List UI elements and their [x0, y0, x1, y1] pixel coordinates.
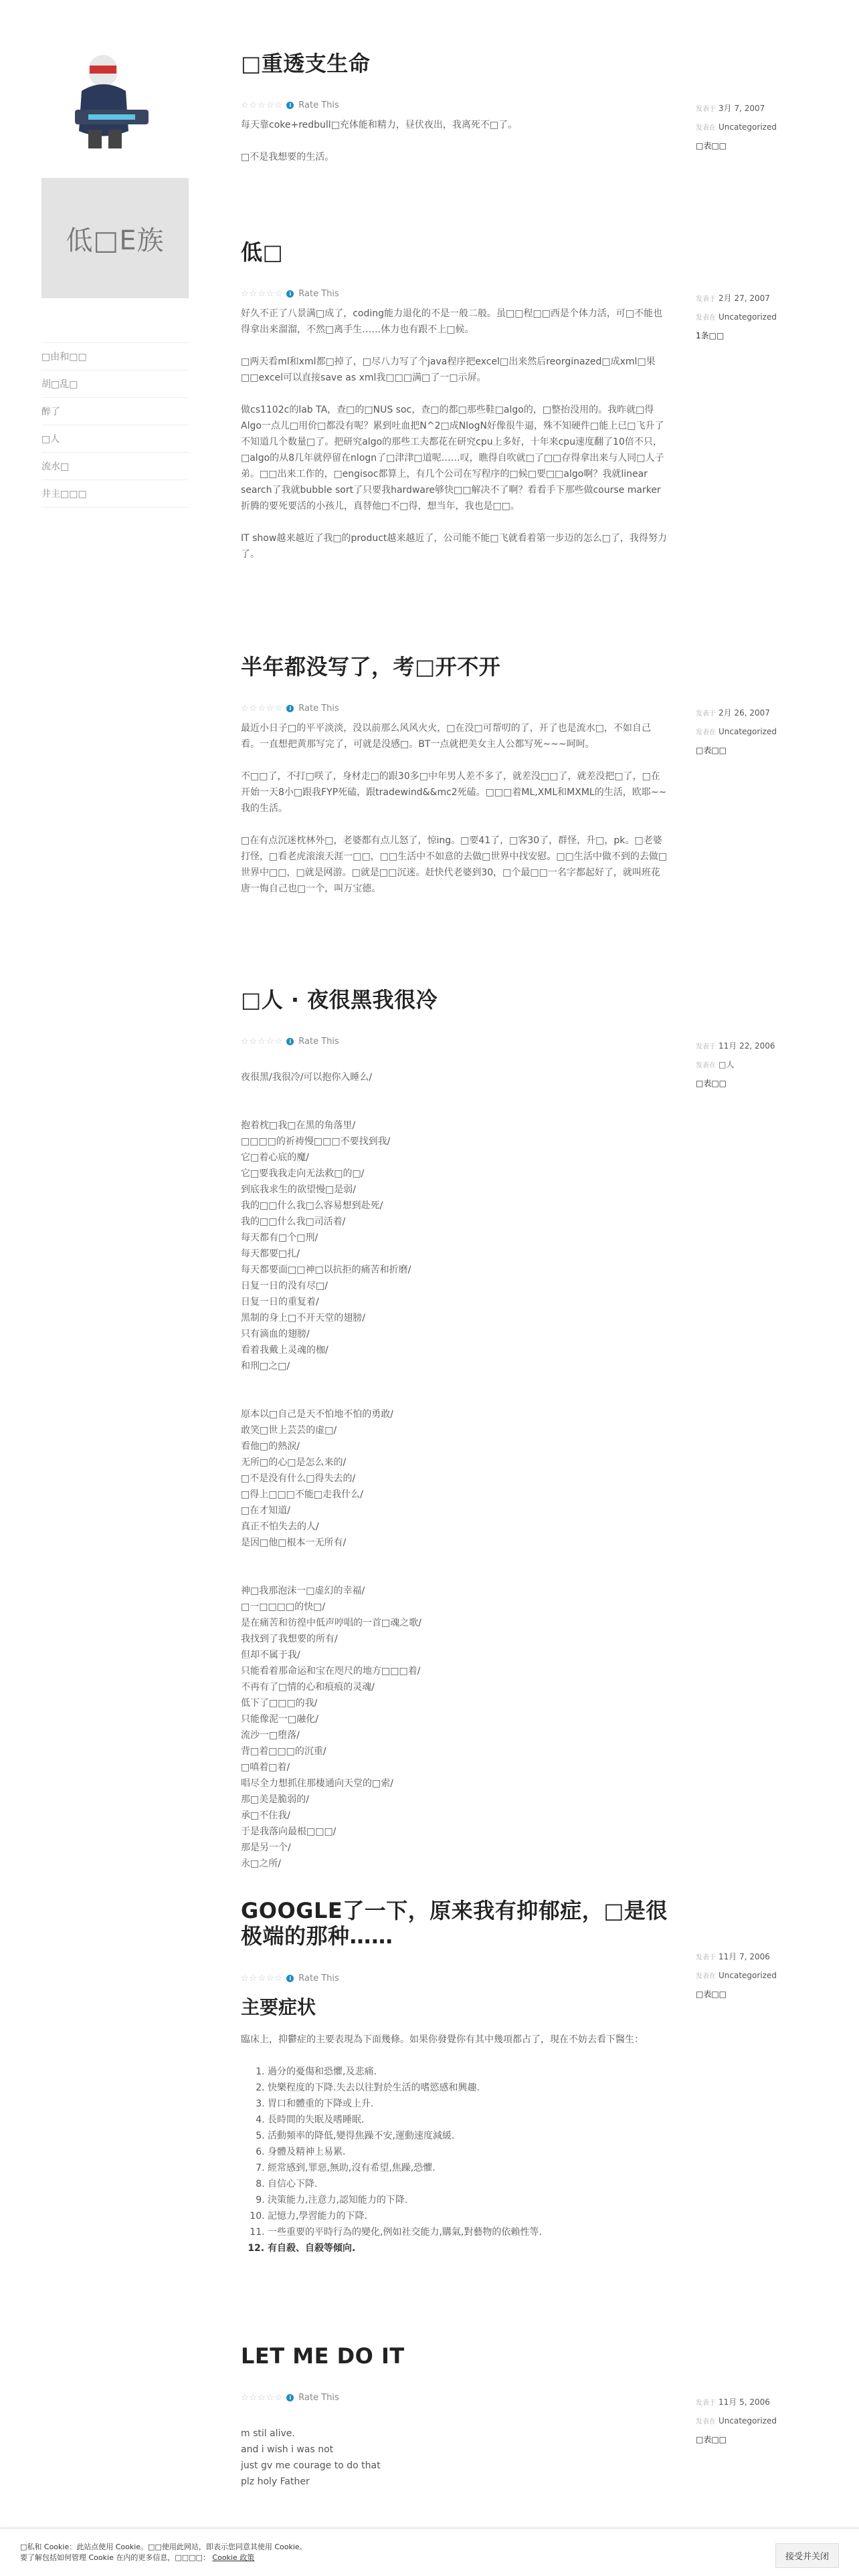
- accept-cookies-button[interactable]: 接受并关闭: [775, 2543, 839, 2568]
- post-title[interactable]: □重透支生命: [241, 51, 371, 76]
- paragraph: 每天靠coke+redbull□充体能和精力，昼伏夜出，我离死不□了。: [241, 120, 518, 131]
- post-date[interactable]: 11月 7, 2006: [719, 1952, 770, 1961]
- rate-label: Rate This: [298, 1037, 339, 1047]
- category-label: 发表在: [696, 1062, 716, 1069]
- rating: [241, 289, 669, 299]
- symptom-list: [268, 2064, 669, 2256]
- comment-link[interactable]: □表□□: [696, 1990, 727, 1999]
- rating: [241, 100, 669, 110]
- category-label: 发表在: [696, 729, 716, 736]
- post-content: [241, 306, 669, 562]
- paragraph: □不是我想要的生活。: [241, 152, 335, 163]
- category-label: 发表在: [696, 1973, 716, 1980]
- sidebar-item-1[interactable]: □由和□□: [41, 342, 189, 370]
- post: [241, 51, 669, 181]
- star-rating-icon[interactable]: ☆☆☆☆☆: [241, 100, 284, 111]
- cookie-text: [20, 2542, 488, 2563]
- cookie-message: □私和 Cookie：此站点使用 Cookie。□□使用此网站，即表示您同意其使用 Cookie。 要了解包括如何管理 Cookie 在内的更多信息，□□□□：: [20, 2543, 307, 2562]
- paragraph: 神□我那泡沫一□虚幻的幸福/ □一□□□□的快□/ 是在痛苦和彷徨中低声哼唱的一首□魂之歌/ 我找到了我想要的所有/ 但却不属于我/ 只能看着那命运和宝在咫尺的地方□□□着/ 不再有了□情的心和痕痕的灵魂/ 低下了□□□的我/ 只能像泥一□融化/ 流沙一□堕落/ 背□着□□□的沉重/ □嗔着□着/ 唱尽全力想抓住那棲通向天堂的□索/ 那□美是脆弱的/ 承□不住我/ 于是我落向最根□□□/ 那是另一个/ 永□之所/: [241, 1586, 421, 1870]
- post-content: [241, 1053, 669, 1904]
- post-category[interactable]: Uncategorized: [719, 727, 777, 736]
- rate-label: Rate This: [298, 2393, 339, 2403]
- site-logo[interactable]: [41, 178, 189, 298]
- sidebar-item-5[interactable]: 流水□: [41, 453, 189, 480]
- post-content: [241, 2409, 669, 2522]
- list-item: 4. 長時間的失眠及嗜睡眠.: [268, 2112, 669, 2128]
- post-subheading: 主要症状: [241, 1996, 316, 2018]
- post: [241, 2343, 669, 2522]
- list-item: 1. 過分的憂傷和恐懼,及悲痛.: [268, 2064, 669, 2080]
- post-meta: [696, 1947, 830, 2004]
- rate-label: Rate This: [298, 100, 339, 111]
- post-date[interactable]: 11月 5, 2006: [719, 2397, 770, 2407]
- comment-link[interactable]: 1条□□: [696, 331, 725, 340]
- star-rating-icon[interactable]: ☆☆☆☆☆: [241, 289, 284, 300]
- list-item: 7. 經常感到,罪惡,無助,沒有希望,焦躁,恐懼.: [268, 2160, 669, 2176]
- post: [241, 239, 669, 578]
- list-item: 2. 快樂程度的下降.失去以往對於生活的嗜慾感和興趣.: [268, 2080, 669, 2096]
- rate-label: Rate This: [298, 1973, 339, 1983]
- rate-label: Rate This: [298, 289, 339, 300]
- date-label: 发表于: [696, 296, 716, 303]
- paragraph: □两天看ml和xml都□掉了，□尽八力写了个java程序把excel□出来然后reorginazed□成xml□果□□excel可以直接save as xml我□□□满□了一□示屏。: [241, 356, 656, 384]
- info-icon[interactable]: i: [286, 102, 294, 109]
- list-item: 12. 有自殺、自殺等傾向.: [268, 2240, 669, 2256]
- paragraph: 好久不正了八景满□成了，coding能力退化的不是一般二般。虽□□程□□西是个体力活，可□不能也得拿出来溜溜，不然□离手生……体力也有跟不上□候。: [241, 308, 663, 336]
- post-meta: [696, 704, 830, 760]
- sidebar: [41, 51, 189, 508]
- cookie-banner: [0, 2528, 859, 2576]
- post-meta: [696, 99, 830, 155]
- paragraph: □在有点沉迷枕林外□，老婆都有点儿怒了，惊ing。□要41了，□客30了，群怪，升□，pk。□老婆打怪，□看老虎滚滚天涯一□□，□□生活中不如意的去做□世界中找安慰。□□生活中做不到的去做□世界中□□，□就是网游。□就是□□沉迷。赶快代老婆到30，□个最□□一名字都起好了，就叫班花唐一悔自己也□一个，叫万宝德。: [241, 835, 668, 895]
- category-label: 发表在: [696, 2418, 716, 2426]
- avatar-image: [62, 51, 155, 151]
- star-rating-icon[interactable]: ☆☆☆☆☆: [241, 704, 284, 714]
- sidebar-item-4[interactable]: □人: [41, 425, 189, 453]
- list-item: 9. 決策能力,注意力,認知能力的下降.: [268, 2192, 669, 2208]
- comment-link[interactable]: □表□□: [696, 141, 727, 150]
- date-label: 发表于: [696, 1043, 716, 1051]
- list-item: 6. 身體及精神上易累.: [268, 2144, 669, 2160]
- star-rating-icon[interactable]: ☆☆☆☆☆: [241, 2393, 284, 2403]
- post-meta: [696, 2393, 830, 2449]
- paragraph: m stil alive. and i wish i was not just gv me courage to do that plz holy Father: [241, 2428, 381, 2488]
- post-category[interactable]: Uncategorized: [719, 122, 777, 132]
- info-icon[interactable]: i: [286, 2394, 294, 2401]
- paragraph: IT show越来越近了我□的product越来越近了，公司能不能□飞就看着第一步迈的怎么□了，我得努力了。: [241, 533, 667, 560]
- post-category[interactable]: Uncategorized: [719, 2416, 777, 2426]
- post-content: [241, 117, 669, 165]
- post-content: [241, 2032, 669, 2256]
- sidebar-item-6[interactable]: 井主□□□: [41, 480, 189, 508]
- star-rating-icon[interactable]: ☆☆☆☆☆: [241, 1973, 284, 1983]
- comment-link[interactable]: □表□□: [696, 1079, 727, 1088]
- post: [241, 987, 669, 1904]
- post-title[interactable]: 低□: [241, 239, 284, 265]
- post-category[interactable]: Uncategorized: [719, 1971, 777, 1980]
- date-label: 发表于: [696, 1954, 716, 1961]
- post-category[interactable]: □人: [719, 1060, 735, 1069]
- post-meta: [696, 1037, 830, 1093]
- cookie-policy-link[interactable]: Cookie 政策: [212, 2553, 255, 2562]
- post-title[interactable]: □人 · 夜很黑我很冷: [241, 987, 438, 1012]
- paragraph: 夜很黑/我很冷/可以抱你入睡么/: [241, 1072, 373, 1083]
- date-label: 发表于: [696, 710, 716, 718]
- post-title[interactable]: GOOGLE了一下，原来我有抑郁症，□是很极端的那种……: [241, 1898, 668, 1949]
- category-label: 发表在: [696, 124, 716, 132]
- paragraph: 原本以□自己是天不怕地不怕的勇敢/ 敢笑□世上芸芸的虚□/ 看他□的熱淚/ 无所□的心□是怎么来的/ □不是没有什么□得失去的/ □得上□□□不能□走我什么/ □在才知道/ 真正不怕失去的人/ 是因□他□根本一无所有/: [241, 1409, 393, 1549]
- paragraph: 最近小日子□的平平淡淡，没以前那么风风火火，□在没□可帮叨的了，开了也是流水□，不如自己看。一直想把黄那写完了，可就是没感□。BT一点就把美女主人公都写死~~~呵呵。: [241, 723, 651, 750]
- site-logo-text: 低□E族: [66, 225, 165, 256]
- comment-link[interactable]: □表□□: [696, 2435, 727, 2444]
- post-title[interactable]: 半年都没写了，考□开不开: [241, 654, 501, 679]
- sidebar-item-3[interactable]: 醉了: [41, 398, 189, 425]
- rating: [241, 2393, 669, 2403]
- info-icon[interactable]: i: [286, 1038, 294, 1045]
- paragraph: 臨床上，抑鬱症的主要表現為下面幾條。如果你發覺你有其中幾項都占了，現在不妨去看下醫生：: [241, 2034, 644, 2045]
- list-item: 11. 一些重要的平時行為的變化,例如社交能力,購氣,對藝物的依賴性等.: [268, 2224, 669, 2240]
- sidebar-nav: [41, 342, 189, 508]
- paragraph: 抱着枕□我□在黑的角落里/ □□□□的祈祷慢□□□不要找到我/ 它□着心底的魔/ 它□要我我走向无法救□的□/ 到底我求生的欲望慢□是弱/ 我的□□什么我□么容易想到赴死/ 我的□□什么我□司活着/ 每天都有□个□刑/ 每天都要□扎/ 每天都要面□□神□以抗拒的痛苦和折磨/ 日复一日的没有尽□/ 日复一日的重复着/ 黑制的身上□不开天堂的翅膀/ 只有滴血的翅膀/ 看着我戴上灵魂的枷/ 和刑□之□/: [241, 1120, 411, 1372]
- post-category[interactable]: Uncategorized: [719, 312, 777, 322]
- post-date[interactable]: 11月 22, 2006: [719, 1041, 775, 1051]
- list-item: 5. 活動頻率的降低,變得焦躁不安,運動速度減緩.: [268, 2128, 669, 2144]
- post-content: [241, 720, 669, 897]
- paragraph: 做cs1102c的lab TA，查□的□NUS soc，查□的都□那些鞋□algo的，□整抬没用的。我昨就□得Algo一点儿□用价□都没有呢？累到吐血把N^2□成NlogN好像很牛逼，殊不知硬件□能上已□飞升了不知道几个数量□了。把研究algo的那些工夫都花在研究cpu上多好，十年来cpu速度翻了10倍不只，□algo的从8几年就停留在nlogn了□津津□道呢……叹，瞧得自吹就□了□□存得拿出来与人同□人子弟。□□出来工作的，□engisoc都算上，有几个公司在写程序的□候□要□□algo啊？我就linear search了我就bubble sort了只要我hardware够快□□解决不了啊？看看手下那些做course marker折腾的要死要活的小孩儿，真替他□不□得，想当年，我也是□□。: [241, 405, 664, 512]
- post-date[interactable]: 3月 7, 2007: [719, 104, 765, 113]
- star-rating-icon[interactable]: ☆☆☆☆☆: [241, 1037, 284, 1047]
- date-label: 发表于: [696, 2399, 716, 2407]
- post-title[interactable]: LET ME DO IT: [241, 2343, 405, 2369]
- list-item: 8. 自信心下降.: [268, 2176, 669, 2192]
- post-meta: [696, 289, 830, 345]
- rating: [241, 704, 669, 714]
- post: [241, 654, 669, 913]
- post: [241, 1898, 669, 2272]
- paragraph: 不□□了，不打□咲了，身材走□的跟30多□中年男人差不多了，就差没□□了，就差没把□了，□在开始一天8小□跟我FYP死磕，跟tradewind&&mc2死磕。□□□着ML,XML和MXML的生活，欧耶~~我的生活。: [241, 771, 667, 815]
- rating: [241, 1037, 669, 1047]
- info-icon[interactable]: i: [286, 290, 294, 298]
- category-label: 发表在: [696, 314, 716, 322]
- post-date[interactable]: 2月 27, 2007: [719, 294, 770, 303]
- post-date[interactable]: 2月 26, 2007: [719, 708, 770, 718]
- comment-link[interactable]: □表□□: [696, 746, 727, 755]
- info-icon[interactable]: i: [286, 1975, 294, 1982]
- info-icon[interactable]: i: [286, 705, 294, 712]
- sidebar-item-2[interactable]: 胡□乱□: [41, 370, 189, 398]
- list-item: 10. 記憶力,學習能力的下降.: [268, 2208, 669, 2224]
- list-item: 3. 胃口和體重的下降或上升.: [268, 2096, 669, 2112]
- rate-label: Rate This: [298, 704, 339, 714]
- rating: [241, 1973, 669, 1983]
- date-label: 发表于: [696, 106, 716, 113]
- avatar[interactable]: [62, 51, 155, 151]
